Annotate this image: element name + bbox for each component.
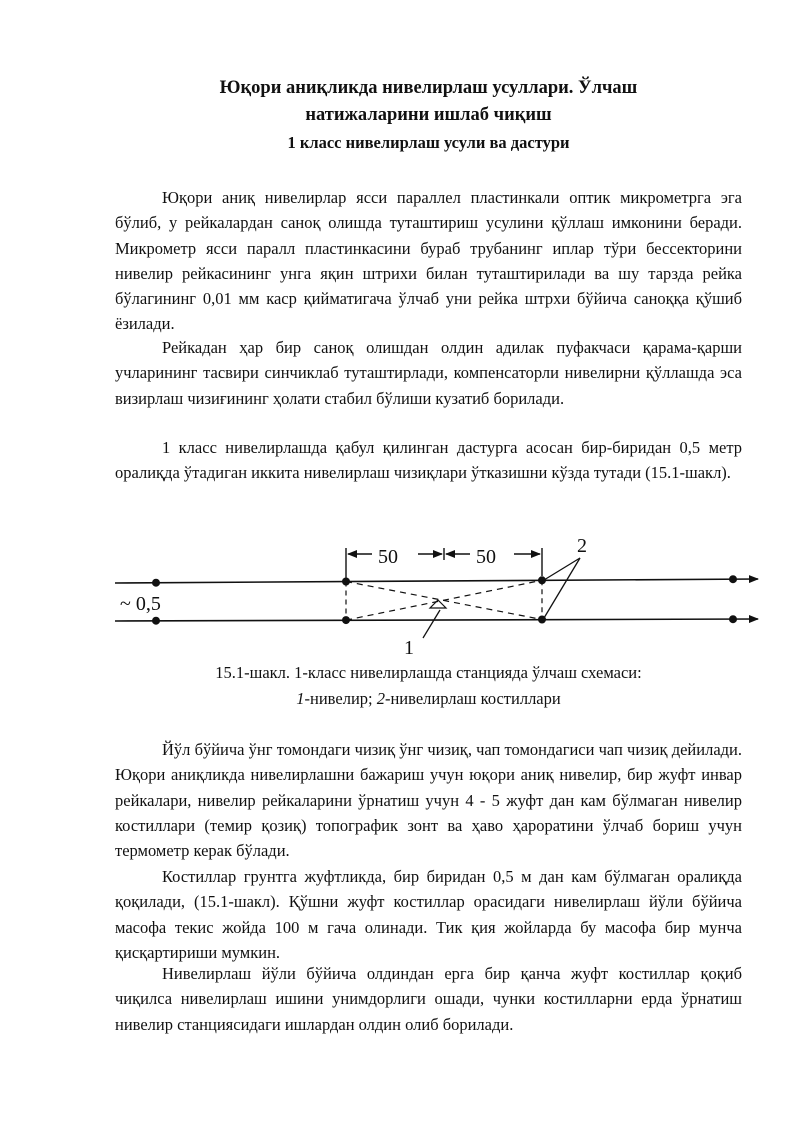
pointer-line [544,558,580,580]
document-title-line2: натижаларини ишлаб чиқиш [305,105,552,125]
caption-text-2: -нивелирлаш костиллари [384,689,561,708]
document-subtitle: 1 класс нивелирлаш усули ва дастури [287,133,570,152]
peg-point [152,579,160,587]
peg-point [729,575,737,583]
paragraph-4: Йўл бўйича ўнг томондаги чизиқ ўнг чизиқ, чап томондагиси чап чизиқ дейилади. Юқори аниқликда нивелирлашни бажариш учун юқори аниқ нивелир, бир жуфт инвар рейкалари, нивелир рейкаларини ўрнатиш учун 4 - 5 жуфт дан кам бўлмаган нивелир костиллари (темир қозиқ) топографик зонт ва ҳаво ҳароратини ўлчаб бориш учун термометр керак бўлади. [115,740,742,861]
paragraph-2: Рейкадан ҳар бир саноқ олишдан олдин адилак пуфакчаси қарама-қарши учларининг тасвири синчиклаб туташтирлади, компенсаторли нивелирни қўллашда эса визирлаш чизиғининг ҳолати стабил бўлиши кузатиб борилади. [115,338,742,408]
figure-caption-line2 [115,689,742,709]
leveling-line-upper [115,579,758,583]
peg-point [152,617,160,625]
dimension-label-left: 50 [378,546,398,568]
figure-label-2: 2 [577,535,587,557]
pointer-line [544,558,580,618]
document-title-line1: Юқори аниқликда нивелирлаш усуллари. Ўлчаш [219,78,638,98]
paragraph-1: Юқори аниқ нивелирлар ясси параллел пластинкали оптик микрометрга эга бўлиб, у рейкалардан саноқ олишда туташтириш усулини қўллаш имконини беради. Микрометр ясси паралл пластинкасини бураб трубанинг иплар тўри бессекторини нивелир рейкасининг унга яқин штрихи билан туташтирилади ва шу тарзда рейка бўлагининг 0,01 мм каср қийматигача ўлчаб уни рейка штрхи бўйича саноққа қўшиб ёзилади. [115,188,742,334]
caption-number-2: 2 [376,689,385,708]
dimension-label-right: 50 [476,546,496,568]
paragraph-6: Нивелирлаш йўли бўйича олдиндан ерга бир қанча жуфт костиллар қоқиб чиқилса нивелирлаш ишини унимдорлиги ошади, чунки костилларни ерда ўрнатиш нивелир станциясидаги ишлардан олдин олиб борилади. [115,964,742,1034]
leveling-line-lower [115,619,758,621]
leveling-scheme-figure [110,530,770,660]
peg-point [729,615,737,623]
paragraph-5: Костиллар грунтга жуфтликда, бир биридан 0,5 м дан кам бўлмаган оралиқда қоқилади, (15.1-шакл). Қўшни жуфт костиллар орасидаги нивелирлаш йўли бўйича масофа текис жойда 100 м гача олинади. Тик қия жойларда бу масофа бир мунча қисқартириши мумкин. [115,867,742,962]
caption-number-1: 1 [296,689,305,708]
caption-text-1: -нивелир; [304,689,377,708]
figure-label-1: 1 [404,637,414,659]
figure-caption-line1: 15.1-шакл. 1-класс нивелирлашда станцияда ўлчаш схемаси: [215,663,642,682]
pointer-line [423,610,440,638]
spacing-label: ~ 0,5 [120,593,161,615]
paragraph-3: 1 класс нивелирлашда қабул қилинган дастурга асосан бир-биридан 0,5 метр оралиқда ўтадиган иккита нивелирлаш чизиқлари ўтказишни кўзда тутади (15.1-шакл). [115,438,742,483]
